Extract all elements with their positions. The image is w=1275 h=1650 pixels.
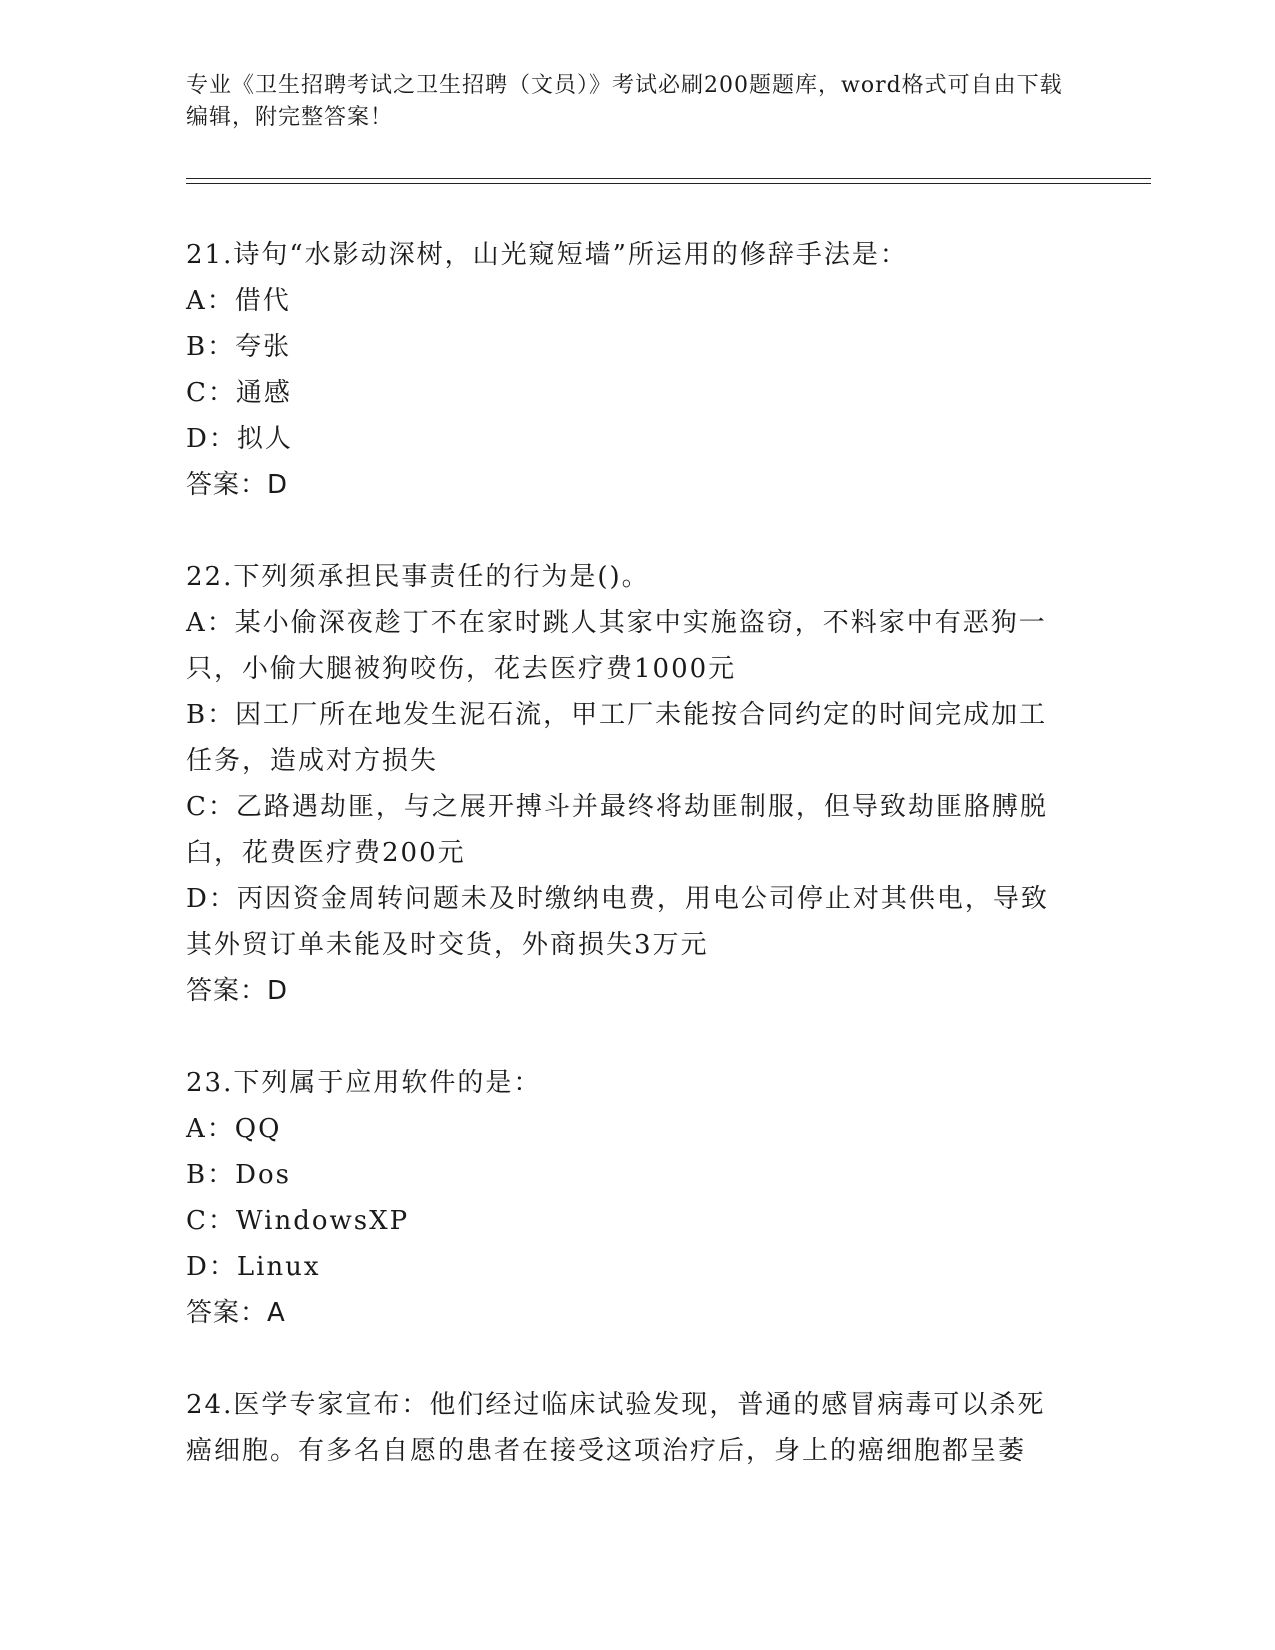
- option-c: C：乙路遇劫匪，与之展开搏斗并最终将劫匪制服，但导致劫匪胳膊脱臼，花费医疗费200元: [186, 792, 1048, 868]
- question-list: [186, 232, 1066, 1520]
- header-divider-bottom: [186, 183, 1151, 184]
- option-c: C：WindowsXP: [186, 1206, 410, 1236]
- option-a: A：某小偷深夜趁丁不在家时跳人其家中实施盗窃，不料家中有恶狗一只，小偷大腿被狗咬伤，花去医疗费1000元: [186, 608, 1047, 684]
- question-stem: 24.医学专家宣布：他们经过临床试验发现，普通的感冒病毒可以杀死癌细胞。有多名自愿的患者在接受这项治疗后，身上的癌细胞都呈萎: [186, 1390, 1046, 1466]
- option-d: D：拟人: [186, 424, 293, 454]
- header-divider-top: [186, 178, 1151, 179]
- question-stem: 21.诗句“水影动深树，山光窥短墙”所运用的修辞手法是：: [186, 240, 908, 270]
- question-22: [186, 554, 1066, 1014]
- option-c: C：通感: [186, 378, 292, 408]
- option-d: D：Linux: [186, 1252, 321, 1282]
- question-stem: 23.下列属于应用软件的是：: [186, 1068, 542, 1098]
- option-b: B：夸张: [186, 332, 292, 362]
- answer-label: 答案：A: [186, 1298, 286, 1328]
- option-a: A：借代: [186, 286, 291, 316]
- document-header: 专业《卫生招聘考试之卫生招聘（文员）》考试必刷200题题库，word格式可自由下载编辑，附完整答案！: [186, 73, 1063, 130]
- question-24: [186, 1382, 1066, 1474]
- option-a: A：QQ: [186, 1114, 282, 1144]
- answer-label: 答案：D: [186, 976, 289, 1006]
- question-21: [186, 232, 1066, 508]
- option-d: D：丙因资金周转问题未及时缴纳电费，用电公司停止对其供电，导致其外贸订单未能及时交货，外商损失3万元: [186, 884, 1049, 960]
- question-23: [186, 1060, 1066, 1336]
- question-stem: 22.下列须承担民事责任的行为是()。: [186, 562, 650, 592]
- option-b: B：因工厂所在地发生泥石流，甲工厂未能按合同约定的时间完成加工任务，造成对方损失: [186, 700, 1048, 776]
- answer-label: 答案：D: [186, 470, 289, 500]
- option-b: B：Dos: [186, 1160, 291, 1190]
